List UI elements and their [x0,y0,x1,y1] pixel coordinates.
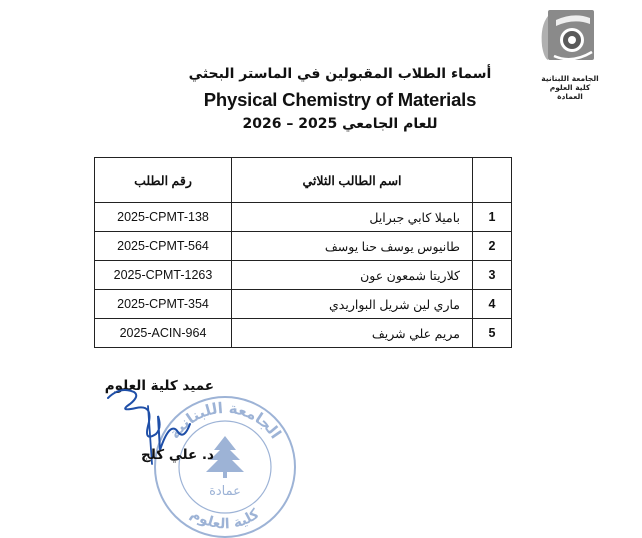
table-row [95,232,512,261]
header-index [473,158,512,203]
request-number: 2025-ACIN-964 [95,319,232,348]
seal-deanship-text: عمادة [209,484,241,499]
university-logo [530,6,610,106]
seal-university-text: الجامعة اللبنانية [165,398,285,443]
request-number: 2025-CPMT-354 [95,290,232,319]
title-arabic: أسماء الطلاب المقبولين في الماستر البحثي [188,66,492,82]
row-index: 3 [473,261,512,290]
row-index: 2 [473,232,512,261]
student-name: كلاريتا شمعون عون [232,261,473,290]
lebanese-university-emblem-icon [534,6,604,72]
request-number: 2025-CPMT-564 [95,232,232,261]
student-name: طانيوس يوسف حنا يوسف [232,232,473,261]
header-request-number: رقم الطلب [95,158,232,203]
svg-text:كلية العلوم [188,506,263,533]
table-row [95,319,512,348]
student-name: مريم علي شريف [232,319,473,348]
row-index: 1 [473,203,512,232]
table-row [95,261,512,290]
row-index: 5 [473,319,512,348]
student-name: باميلا كابي جبرايل [232,203,473,232]
title-english: Physical Chemistry of Materials [203,89,477,110]
header-student-name: اسم الطالب الثلاثي [232,158,473,203]
academic-year: للعام الجامعي 2025 – 2026 [242,116,438,132]
dean-name: د. علي كلج [141,447,214,463]
logo-line-university: الجامعة اللبنانية [541,74,599,83]
seal-faculty-text: كلية العلوم [187,506,263,533]
table-row [95,203,512,232]
dean-title: عميد كلية العلوم [104,378,214,394]
table-row [95,290,512,319]
accepted-students-table [94,157,512,348]
request-number: 2025-CPMT-138 [95,203,232,232]
logo-line-faculty: كلية العلوم [549,83,591,92]
table-header-row [95,158,512,203]
student-name: ماري لين شريل البواريدي [232,290,473,319]
row-index: 4 [473,290,512,319]
logo-line-deanship: العمادة [557,92,583,101]
request-number: 2025-CPMT-1263 [95,261,232,290]
